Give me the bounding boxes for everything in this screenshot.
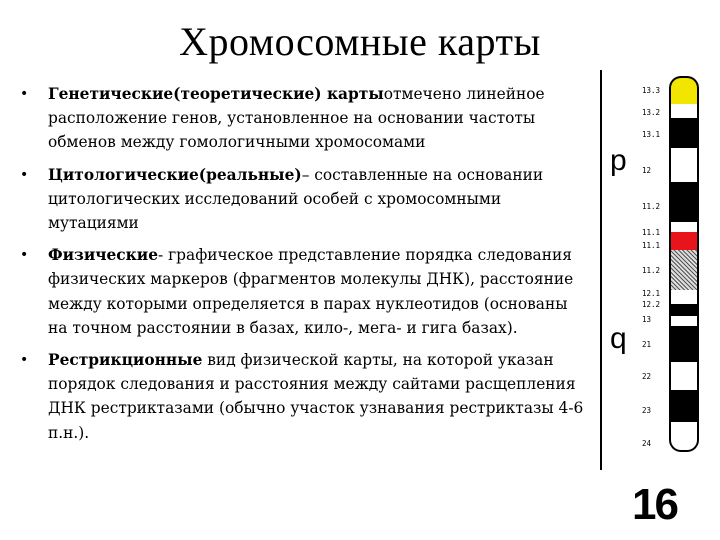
label-rule: [600, 70, 602, 470]
bullet-dot-icon: •: [20, 86, 29, 102]
band-p11-1: [669, 222, 699, 232]
bullet-cytological: [16, 163, 586, 236]
slide-title: Хромосомные карты: [179, 19, 541, 64]
bullet-term: Физические: [48, 246, 159, 265]
band-q11-2-hatched: [669, 250, 699, 290]
band-label: 13.1: [642, 130, 661, 139]
band-p13-3: [669, 76, 699, 104]
q-arm-label: q: [610, 322, 627, 355]
bullet-text: отмечено линейное расположение генов, установленное на основании частоты обменов между гомологичными хромосомами: [48, 85, 545, 152]
band-q12-2: [669, 304, 699, 316]
band-q22: [669, 362, 699, 390]
band-label: 24: [642, 439, 652, 448]
band-label: 13.3: [642, 86, 661, 95]
bullet-text: вид физической карты, на которой указан порядок следования и расстояния между сайтами расщепления ДНК рестриктазами (обычно участок узнавания рестриктазы 4-6 п.н.).: [48, 351, 584, 442]
band-q13: [669, 316, 699, 326]
bullet-list: [16, 82, 586, 445]
band-q12-1: [669, 290, 699, 304]
band-p12: [669, 148, 699, 182]
band-label: 12.2: [642, 300, 661, 309]
band-p11-2: [669, 182, 699, 222]
band-label: 11.2: [642, 202, 661, 211]
p-arm-label: p: [610, 144, 627, 177]
band-q24: [669, 422, 699, 452]
bullet-term: Цитологические(реальные): [48, 165, 302, 184]
bullet-genetic: [16, 82, 586, 155]
bullet-restriction: [16, 348, 586, 445]
band-label: 11.1: [642, 241, 661, 250]
bullet-physical: [16, 243, 586, 340]
band-label: 12.1: [642, 289, 661, 298]
band-label: 11.2: [642, 266, 661, 275]
band-label: 22: [642, 372, 652, 381]
band-label: 13: [642, 315, 652, 324]
bullet-text: – составленные на основании цитологических исследований особей с хромосомными мутациями: [48, 165, 544, 233]
band-p13-2: [669, 104, 699, 118]
chromosome-ideogram: [600, 70, 720, 470]
band-q21: [669, 326, 699, 362]
band-label: 23: [642, 406, 652, 415]
band-label: 13.2: [642, 108, 661, 117]
band-label: 21: [642, 340, 652, 349]
band-p13-1: [669, 118, 699, 148]
bullet-dot-icon: •: [20, 247, 29, 264]
bullet-dot-icon: •: [20, 166, 29, 183]
bullet-dot-icon: •: [20, 352, 29, 369]
centromere: [669, 232, 699, 250]
chromosome-number: 16: [632, 480, 677, 529]
bullet-text: - графическое представление порядка следования физических маркеров (фрагментов молекулы ДНК), расстояние между которыми определяется в парах нуклеотидов (основаны на точном расстоянии в базах, кило-, мега- и гига базах).: [48, 246, 574, 337]
band-label: 12: [642, 166, 652, 175]
bullet-term: Генетические(теоретические) карты: [48, 85, 384, 103]
band-q23: [669, 390, 699, 422]
band-label: 11.1: [642, 228, 661, 237]
bullet-term: Рестрикционные: [48, 351, 203, 370]
